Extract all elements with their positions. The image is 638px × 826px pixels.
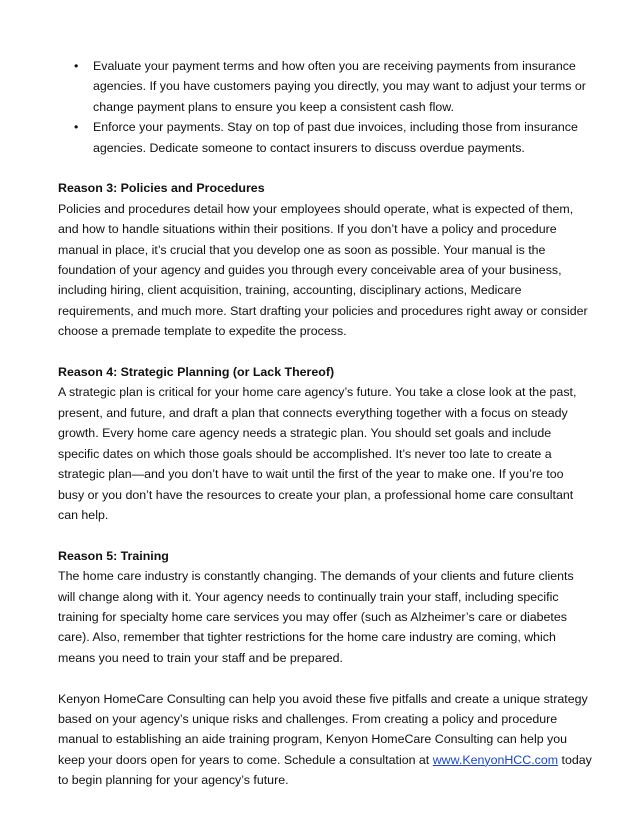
closing-paragraph — [58, 689, 592, 791]
section-reason-4 — [58, 362, 592, 525]
section-reason-3 — [58, 178, 592, 341]
list-item-text: Evaluate your payment terms and how often you are receiving payments from insurance agencies. If you have customers paying you directly, you may want to adjust your terms or change payment plans to ensure you keep a consistent cash flow. — [93, 59, 586, 114]
payment-tips-list — [58, 56, 592, 158]
section-reason-5 — [58, 546, 592, 668]
section-body: A strategic plan is critical for your home care agency’s future. You take a close look at the past, present, and future, and draft a plan that connects everything together with a focus on steady growth. Every home care agency needs a strategic plan. You should set goals and include specific dates on which those goals should be accomplished. It’s never too late to create a strategic plan—and you don’t have to wait until the first of the year to make one. If you’re too busy or you don’t have the resources to create your plan, a professional home care consultant can help. — [58, 385, 577, 522]
list-item-text: Enforce your payments. Stay on top of past due invoices, including those from insurance agencies. Dedicate someone to contact insurers to discuss overdue payments. — [93, 120, 578, 155]
section-closing — [58, 689, 592, 791]
bullet-icon: • — [74, 120, 79, 135]
bullet-icon: • — [74, 59, 79, 73]
section-heading: Reason 3: Policies and Procedures — [58, 181, 265, 196]
section-heading: Reason 4: Strategic Planning (or Lack Thereof) — [58, 365, 335, 380]
section-heading: Reason 5: Training — [58, 548, 169, 563]
website-link[interactable]: www.KenyonHCC.com — [432, 752, 559, 767]
list-item — [58, 117, 592, 158]
closing-tail: today to begin planning for your agency’s future. — [58, 752, 592, 788]
list-item — [58, 56, 592, 117]
section-body: Policies and procedures detail how your employees should operate, what is expected of them, and how to handle situations within their positions. If you don’t have a policy and procedure manual in place, it’s crucial that you develop one as soon as possible. Your manual is the foundation of your agency and guides you through every conceivable area of your business, including hiring, client acquisition, training, accounting, disciplinary actions, Medicare requirements, and much more. Start drafting your policies and procedures right away or consider choose a premade template to expedite the process. — [58, 201, 588, 339]
document-page — [58, 56, 592, 791]
closing-text: Kenyon HomeCare Consulting can help you avoid these five pitfalls and create a unique strategy based on your agency’s unique risks and challenges. From creating a policy and procedure manual to establishing an aide training program, Kenyon HomeCare Consulting can help you keep your doors open for years to come. Schedule a consultation at — [58, 691, 588, 767]
section-body: The home care industry is constantly changing. The demands of your clients and future clients will change along with it. Your agency needs to continually train your staff, including specific training for specialty home care services you may offer (such as Alzheimer’s care or diabetes care). Also, remember that tighter restrictions for the home care industry are coming, which means you need to train your staff and be prepared. — [58, 569, 574, 665]
